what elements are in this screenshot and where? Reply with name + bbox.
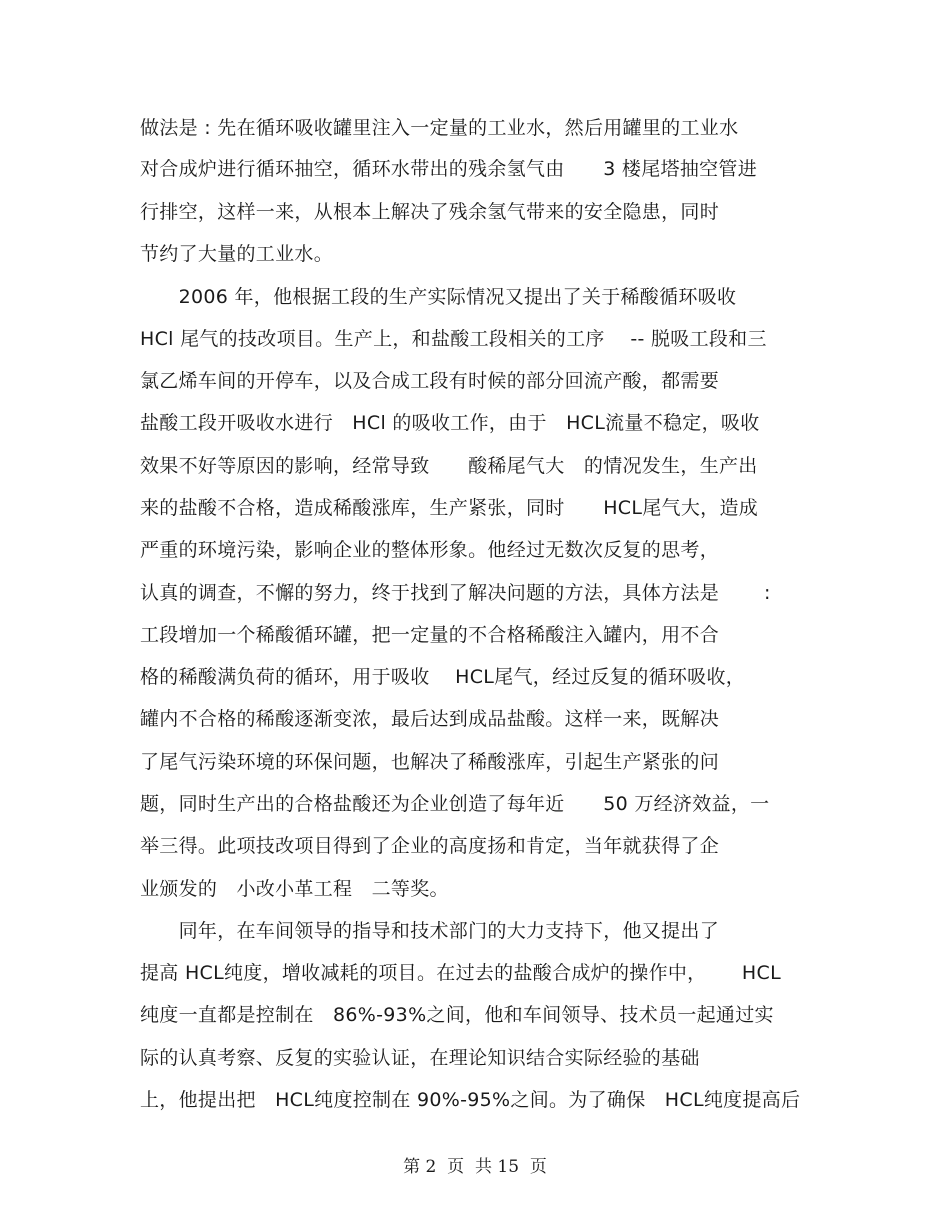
text-line: 纯度一直都是控制在 86%-93%之间，他和车间领导、技术员一起通过实 — [140, 1004, 774, 1026]
text-line: 做法是 : 先在循环吸收罐里注入一定量的工业水，然后用罐里的工业水 — [140, 117, 739, 139]
text-line: 工段增加一个稀酸循环罐，把一定量的不合格稀酸注入罐内，用不合 — [140, 624, 720, 646]
text-line: 格的稀酸满负荷的循环，用于吸收 HCL尾气，经过反复的循环吸收， — [140, 666, 746, 688]
text-line: 节约了大量的工业水。 — [140, 243, 334, 265]
text-line: 罐内不合格的稀酸逐渐变浓，最后达到成品盐酸。这样一来，既解决 — [140, 708, 720, 730]
text-line: 来的盐酸不合格，造成稀酸涨库，生产紧张，同时 HCL尾气大，造成 — [140, 497, 759, 519]
page-number-footer: 第 2 页 共 15 页 — [403, 1157, 547, 1177]
text-line: 题，同时生产出的合格盐酸还为企业创造了每年近 50 万经济效益，一 — [140, 793, 770, 815]
text-line: 上，他提出把 HCL纯度控制在 90%-95%之间。为了确保 HCL纯度提高后 — [140, 1089, 801, 1111]
text-line: 效果不好等原因的影响，经常导致 酸稀尾气大 的情况发生，生产出 — [140, 455, 758, 477]
text-line: 严重的环境污染，影响企业的整体形象。他经过无数次反复的思考， — [140, 539, 720, 561]
text-line: 氯乙烯车间的开停车，以及合成工段有时候的部分回流产酸，都需要 — [140, 370, 720, 392]
text-line: 际的认真考察、反复的实验认证，在理论知识结合实际经验的基础 — [140, 1047, 700, 1069]
text-line: 行排空，这样一来，从根本上解决了残余氢气带来的安全隐患，同时 — [140, 201, 720, 223]
text-line: 业颁发的 小改小革工程 二等奖。 — [140, 878, 449, 900]
text-line: 对合成炉进行循环抽空，循环水带出的残余氢气由 3 楼尾塔抽空管进 — [140, 158, 758, 180]
text-line: 同年，在车间领导的指导和技术部门的大力支持下，他又提出了 — [140, 920, 720, 942]
text-line: 了尾气污染环境的环保问题，也解决了稀酸涨库，引起生产紧张的问 — [140, 751, 720, 773]
text-line: 2006 年，他根据工段的生产实际情况又提出了关于稀酸循环吸收 — [140, 286, 737, 308]
text-line: 提高 HCL纯度，增收减耗的项目。在过去的盐酸合成炉的操作中， HCL — [140, 962, 781, 984]
text-line: HCl 尾气的技改项目。生产上，和盐酸工段相关的工序 -- 脱吸工段和三 — [140, 328, 767, 350]
text-line: 举三得。此项技改项目得到了企业的高度扬和肯定，当年就获得了企 — [140, 835, 720, 857]
text-line: 认真的调查，不懈的努力，终于找到了解决问题的方法，具体方法是 : — [140, 582, 771, 604]
text-line: 盐酸工段开吸收水进行 HCl 的吸收工作，由于 HCL流量不稳定，吸收 — [140, 412, 760, 434]
